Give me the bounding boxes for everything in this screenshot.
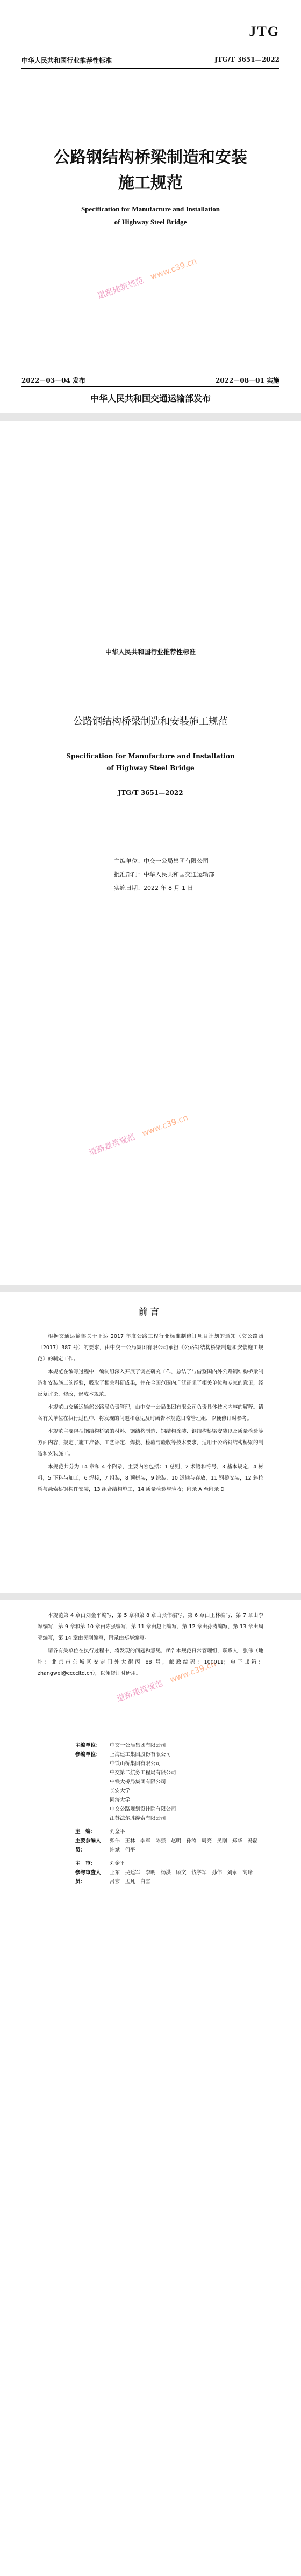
participant: 同济大学 bbox=[110, 1797, 131, 1803]
standard-type: 中华人民共和国行业推荐性标准 bbox=[22, 57, 112, 64]
cover-title-en: Specification for Manufacture and Installation of Highway Steel Bridge bbox=[81, 205, 220, 226]
spacer bbox=[75, 1855, 260, 1859]
review-participants-label: 参与审查人员： bbox=[75, 1870, 101, 1885]
paragraph: 请各有关单位在执行过程中，将发现的问题和意见，函告本规范日常管理组，联系人：张伟（地址：北京市东城区安定门外大街丙 88 号，邮政编码：100011；电子邮箱：zhangwei@ccccltd.cn），以便修订时研用。 bbox=[38, 1648, 263, 1677]
watermark bbox=[87, 1111, 189, 1158]
chief-unit-row bbox=[75, 1741, 260, 1750]
main-drafters-label: 主要参编人员： bbox=[75, 1838, 101, 1853]
jtg-logo: JTG bbox=[249, 24, 280, 39]
paragraph: 本规范第 4 章由刘金平编写，第 5 章和第 8 章由张伟编写，第 6 章由王林编写，第 7 章由李军编写，第 9 章和第 10 章由陈强编写，第 11 章由赵明编写，第 12 章由孙涛编写，第 13 章由周亮编写，第 14 章由吴刚编写，附录由郑华编写。 bbox=[38, 1613, 263, 1641]
title-page bbox=[0, 421, 301, 1285]
chief-editor: 刘金平 bbox=[110, 1829, 125, 1835]
spacer bbox=[75, 1823, 260, 1827]
watermark-url: www.c39.cn bbox=[168, 1659, 218, 1685]
participant: 上海建工集团股份有限公司 bbox=[110, 1752, 171, 1758]
watermark-text: 道路建筑规范 bbox=[96, 275, 145, 301]
cover-title: 公路钢结构桥梁制造和安装 施工规范 bbox=[54, 148, 247, 193]
effective-date: 2022－08－01 实施 bbox=[216, 377, 280, 384]
participant: 中铁山桥集团有限公司 bbox=[110, 1761, 161, 1767]
paragraph: 根据交通运输部关于下达 2017 年度公路工程行业标准制修订项目计划的通知（交公路函〔2017〕387 号）的要求，由中交一公局集团有限公司承担《公路钢结构桥梁制造和安装施工规范》的制定工作。 bbox=[38, 1334, 263, 1362]
standard-code: JTG/T 3651—2022 bbox=[118, 789, 183, 796]
participant: 中交第二航务工程局有限公司 bbox=[110, 1770, 176, 1776]
page-separator bbox=[0, 413, 301, 421]
preface-heading: 前言 bbox=[138, 1307, 162, 1317]
cover-header bbox=[22, 56, 280, 65]
footer-rule bbox=[22, 386, 280, 387]
preface-page bbox=[0, 1292, 301, 1593]
participant: 长安大学 bbox=[110, 1788, 131, 1794]
paragraph: 本规范在编写过程中，编制组深入开展了调查研究工作，总结了与借鉴国内外公路钢结构桥梁制造和安装施工的经验，吸取了相关科研成果，并在全国范围内广泛征求了相关单位和专家的意见，经反复讨论、修改，形成本规范。 bbox=[38, 1369, 263, 1397]
participant: 中铁大桥局集团有限公司 bbox=[110, 1779, 166, 1785]
participant: 江苏法尔胜缆索有限公司 bbox=[110, 1816, 166, 1821]
contributors-list bbox=[75, 1741, 263, 1886]
issued-date: 2022－03－04 发布 bbox=[22, 377, 85, 384]
chief-editor-row bbox=[75, 1827, 260, 1836]
watermark-text: 道路建筑规范 bbox=[87, 1132, 137, 1158]
reviewer: 刘金平 bbox=[110, 1861, 125, 1867]
participants bbox=[110, 1750, 260, 1823]
watermark bbox=[96, 255, 198, 301]
effective-date-line: 实施日期：2022 年 8 月 1 日 bbox=[114, 884, 194, 891]
chief-unit: 中交一公局集团有限公司 bbox=[110, 1743, 166, 1748]
approver-line: 批准部门：中华人民共和国交通运输部 bbox=[114, 871, 214, 878]
chief-editor-label: 主 编： bbox=[75, 1829, 96, 1835]
paragraph: 本规范由交通运输部公路局负责管理，由中交一公局集团有限公司负责具体技术内容的解释。请各有关单位在执行过程中，将发现的问题和意见及时函告本规范日常管理组，以便修订时参考。 bbox=[38, 1404, 263, 1422]
approval-info bbox=[114, 854, 214, 895]
main-drafters-row bbox=[75, 1836, 263, 1855]
review-participants-row bbox=[75, 1868, 260, 1886]
reviewer-row bbox=[75, 1859, 260, 1868]
publisher: 中华人民共和国交通运输部发布 bbox=[90, 393, 211, 404]
paragraph: 本规范共分为 14 章和 4 个附录，主要内容包括：1 总则，2 术语和符号，3 基本规定，4 材料，5 下料与加工，6 焊接，7 组装，8 预拼装，9 涂装，10 运输与存放，11 钢桥安装，12 斜拉桥与悬索桥钢构件安装，13 组合结构施工，14 质量检验与验收；附录 A 至附录 D。 bbox=[38, 1464, 263, 1492]
page-separator bbox=[0, 1593, 301, 1600]
main-drafters: 张伟 王林 李军 陈强 赵明 孙涛 周亮 吴刚 郑华 冯磊 许斌 何平 bbox=[110, 1838, 263, 1853]
standard-code: JTG/T 3651—2022 bbox=[214, 56, 280, 63]
reviewer-label: 主 审： bbox=[75, 1861, 96, 1867]
cover-dates bbox=[22, 376, 280, 385]
chief-unit-line: 主编单位：中交一公局集团有限公司 bbox=[114, 858, 209, 865]
standard-type: 中华人民共和国行业推荐性标准 bbox=[105, 648, 196, 656]
page-title-en: Specification for Manufacture and Installation of Highway Steel Bridge bbox=[66, 752, 235, 772]
participants-label: 参编单位： bbox=[75, 1752, 101, 1758]
review-participants: 王东 吴建军 李明 杨洪 顾文 钱学军 孙伟 刘永 高峰 吕宏 孟凡 白雪 bbox=[110, 1870, 258, 1885]
cover-page bbox=[0, 0, 301, 413]
watermark-url: www.c39.cn bbox=[140, 1113, 190, 1138]
page-title: 公路钢结构桥梁制造和安装施工规范 bbox=[73, 716, 228, 727]
chief-unit-label: 主编单位： bbox=[75, 1743, 101, 1748]
participants-row bbox=[75, 1750, 260, 1823]
participant: 中交公路规划设计院有限公司 bbox=[110, 1806, 176, 1812]
authors-page bbox=[0, 1600, 301, 2576]
watermark-url: www.c39.cn bbox=[149, 256, 198, 282]
page-separator bbox=[0, 1285, 301, 1292]
header-rule bbox=[22, 68, 280, 69]
paragraph: 本规范主要包括钢结构桥梁的材料、钢结构制造、钢结构涂装、钢结构桥梁安装以及质量检验等方面内容，规定了施工准备、工艺评定、焊接、检验与验收等技术要求，适用于公路钢结构桥梁的制造和安装施工。 bbox=[38, 1429, 263, 1457]
watermark-text: 道路建筑规范 bbox=[115, 1678, 164, 1704]
preface-body bbox=[38, 1331, 263, 1497]
page-body bbox=[38, 1610, 263, 1681]
